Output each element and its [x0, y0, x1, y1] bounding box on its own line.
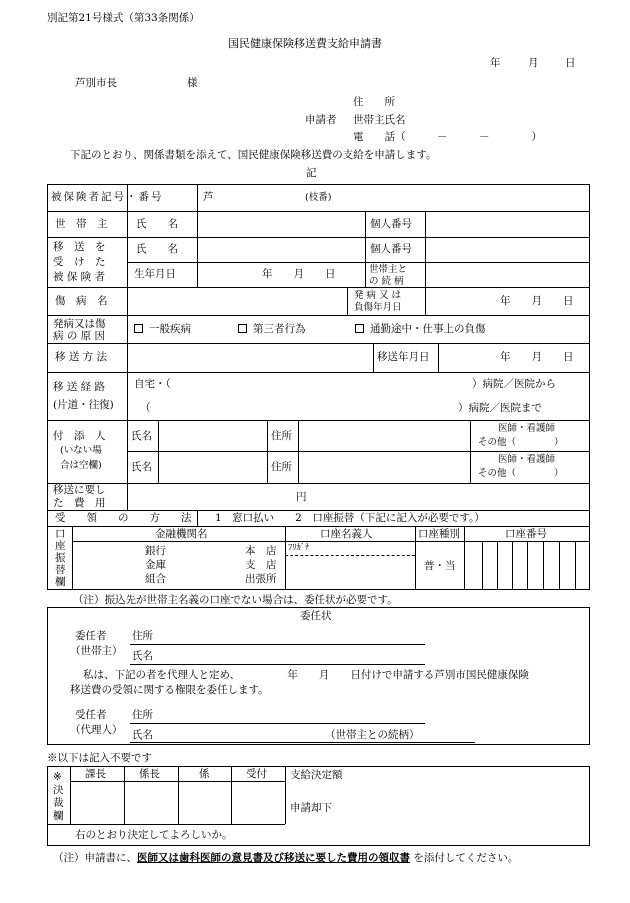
- onset-value: 年 月 日: [500, 295, 574, 307]
- sama-label: 様: [187, 77, 198, 89]
- intro-text: 下記のとおり、関係書類を添えて、国民健康保険移送費の支給を申請します。: [70, 149, 437, 161]
- admin-approved-label: 支給決定額: [290, 769, 343, 781]
- route-from-suffix: ）病院／医院から: [472, 378, 556, 390]
- attendant1-type-2: その他（ ）: [478, 437, 564, 448]
- bank-side-5: 欄: [55, 576, 66, 588]
- checkbox-work[interactable]: [355, 324, 364, 333]
- admin-side-2: 決: [53, 784, 64, 796]
- attendant1-address-label: 住所: [271, 430, 292, 442]
- bank-number-header: 口座番号: [505, 528, 547, 540]
- admin-col-kacho: 課長: [85, 768, 106, 780]
- proxy-text-1: 私は、下記の者を代理人と定め、 年 月 日付けで申請する芦別市国民健康保険: [83, 669, 529, 681]
- date-day: 日: [565, 57, 576, 69]
- proxy-text-2: 移送費の受領に関する権限を委任します。: [70, 684, 269, 696]
- onset-label-1: 発 病 又 は: [354, 290, 402, 301]
- injury-label: 傷 病 名: [55, 295, 108, 307]
- cause-option-third-party[interactable]: 第三者行為: [238, 323, 306, 336]
- footer-required-docs: 医師又は歯科医師の意見書及び移送に要した費用の領収書: [137, 852, 410, 864]
- admin-side-1: ※: [53, 771, 62, 783]
- attendant-label-1: 付 添 人: [53, 430, 106, 442]
- agent-address-label: 住所: [132, 709, 153, 721]
- insured-number-prefix: 芦: [203, 191, 214, 203]
- method-input[interactable]: [129, 345, 371, 370]
- householder-personal-no-label: 個人番号: [370, 218, 412, 230]
- route-from-prefix: 自宅・（: [134, 378, 171, 390]
- bank-account-type: 普・当: [424, 560, 456, 572]
- transported-name-label: 氏 名: [136, 243, 178, 255]
- admin-col-uketsuke: 受付: [246, 768, 267, 780]
- date-month: 月: [528, 57, 539, 69]
- householder-personal-no-input[interactable]: [427, 213, 587, 235]
- route-label-1: 移 送 経 路: [53, 381, 106, 393]
- admin-col-kakaricho: 係長: [139, 768, 160, 780]
- attendant2-name-label: 氏名: [131, 461, 152, 473]
- householder-name-label: 氏 名: [136, 218, 178, 230]
- receipt-options: 1 窓口払い 2 口座振替（下記に記入が必要です。）: [215, 512, 485, 524]
- attendant-label-2: (いない場: [60, 445, 102, 456]
- injury-input[interactable]: [129, 289, 345, 313]
- bank-koko-label: 金庫: [145, 559, 166, 571]
- householder-label: 世 帯 主: [55, 218, 108, 230]
- applicant-label: 申請者: [305, 114, 337, 126]
- admin-col-kakari: 係: [199, 768, 210, 780]
- checkbox-third-party[interactable]: [238, 324, 247, 333]
- bank-side-4: 替: [55, 564, 66, 576]
- transported-label-3: 被 保 険 者: [53, 271, 106, 283]
- bank-shiten-label: 支 店: [245, 559, 277, 571]
- agent-name-label: 氏名: [132, 729, 153, 741]
- transport-date-value: 年 月 日: [500, 351, 574, 363]
- proxy-title: 委任状: [300, 610, 332, 622]
- attendant2-type-1: 医師・看護師: [498, 454, 556, 465]
- attendant-label-3: 合は空欄): [60, 460, 102, 471]
- cost-unit: 円: [296, 491, 307, 503]
- cause-option-general[interactable]: 一般疾病: [134, 323, 191, 336]
- date-year: 年: [490, 57, 501, 69]
- bank-furigana-label: ﾌﾘｶﾞﾅ: [288, 543, 310, 553]
- bank-type-header: 口座種別: [418, 528, 460, 540]
- applicant-phone-label: 電 話（ － － ）: [353, 131, 542, 143]
- applicant-name-label: 世帯主氏名: [353, 114, 406, 126]
- attendant1-type-1: 医師・看護師: [498, 423, 556, 434]
- delegator-name-label: 氏名: [132, 650, 153, 662]
- transported-label-2: 受 け た: [53, 256, 106, 268]
- admin-side-4: 欄: [53, 810, 64, 822]
- cost-label-2: た 費 用: [53, 497, 106, 509]
- transported-label-1: 移 送 を: [53, 241, 106, 253]
- transported-birth-value: 年 月 日: [262, 268, 336, 280]
- agent-label-1: 受任者: [75, 709, 107, 721]
- transported-relation-label-2: の 続 柄: [369, 276, 404, 287]
- ki-label: 記: [306, 167, 317, 179]
- bank-honten-label: 本 店: [245, 545, 277, 557]
- delegator-address-label: 住所: [132, 630, 153, 642]
- delegator-label-2: （世帯主）: [70, 645, 123, 657]
- page-title: 国民健康保険移送費支給申請書: [228, 37, 382, 50]
- mayor-label: 芦別市長: [75, 77, 117, 89]
- receipt-label: 受 領 の 方 法: [55, 512, 192, 524]
- bank-bank-label: 銀行: [145, 545, 166, 557]
- applicant-address-label: 住 所: [353, 96, 395, 108]
- attendant1-name-label: 氏名: [131, 430, 152, 442]
- transport-date-label: 移送年月日: [377, 351, 430, 363]
- attendant2-address-label: 住所: [271, 461, 292, 473]
- attendant2-type-2: その他（ ）: [478, 468, 564, 479]
- cause-label-1: 発病又は傷: [53, 318, 106, 330]
- footer-note: （注）申請書に、医師又は歯科医師の意見書及び移送に要した費用の領収書 を添付してください。: [53, 852, 519, 864]
- transported-relation-label-1: 世帯主と: [369, 264, 408, 275]
- method-label: 移 送 方 法: [55, 351, 108, 363]
- delegator-label-1: 委任者: [75, 630, 107, 642]
- admin-closing: 右のとおり決定してよろしいか。: [75, 829, 233, 841]
- insured-number-input[interactable]: [217, 187, 297, 207]
- agent-label-2: （代理人）: [70, 724, 123, 736]
- route-to-suffix: ）病院／医院まで: [458, 402, 542, 414]
- admin-side-3: 裁: [53, 797, 64, 809]
- transfer-note: （注）振込先が世帯主名義の口座でない場合は、委任状が必要です。: [73, 594, 398, 606]
- transported-birth-label: 生年月日: [134, 268, 176, 280]
- bank-side-2: 座: [55, 540, 66, 552]
- form-number: 別記第21号様式（第33条関係）: [47, 12, 200, 24]
- bank-institution-header: 金融機関名: [155, 528, 208, 540]
- bank-side-1: 口: [55, 528, 66, 540]
- admin-note: ※以下は記入不要です: [47, 752, 152, 764]
- admin-rejected-label: 申請却下: [290, 802, 332, 814]
- agent-relation-label: （世帯主との続柄）: [325, 729, 420, 741]
- transported-personal-no-label: 個人番号: [370, 243, 412, 255]
- bank-shutchojo-label: 出張所: [245, 573, 277, 585]
- route-label-2: (片道・往復): [53, 399, 114, 411]
- cause-label-2: 病 の 原 因: [53, 330, 106, 342]
- householder-name-input[interactable]: [199, 213, 363, 235]
- bank-kumiai-label: 組合: [145, 573, 166, 585]
- onset-label-2: 負傷年月日: [354, 302, 402, 313]
- bank-holder-header: 口座名義人: [320, 528, 373, 540]
- bank-side-3: 振: [55, 552, 66, 564]
- cause-option-work[interactable]: 通勤途中・仕事上の負傷: [355, 323, 486, 336]
- cost-label-1: 移送に要し: [53, 484, 106, 496]
- checkbox-general[interactable]: [134, 324, 143, 333]
- insured-number-label: 被保険者記号・番号: [51, 191, 164, 203]
- route-to-prefix: （: [140, 402, 151, 414]
- insured-number-branch: (枝番): [305, 192, 332, 203]
